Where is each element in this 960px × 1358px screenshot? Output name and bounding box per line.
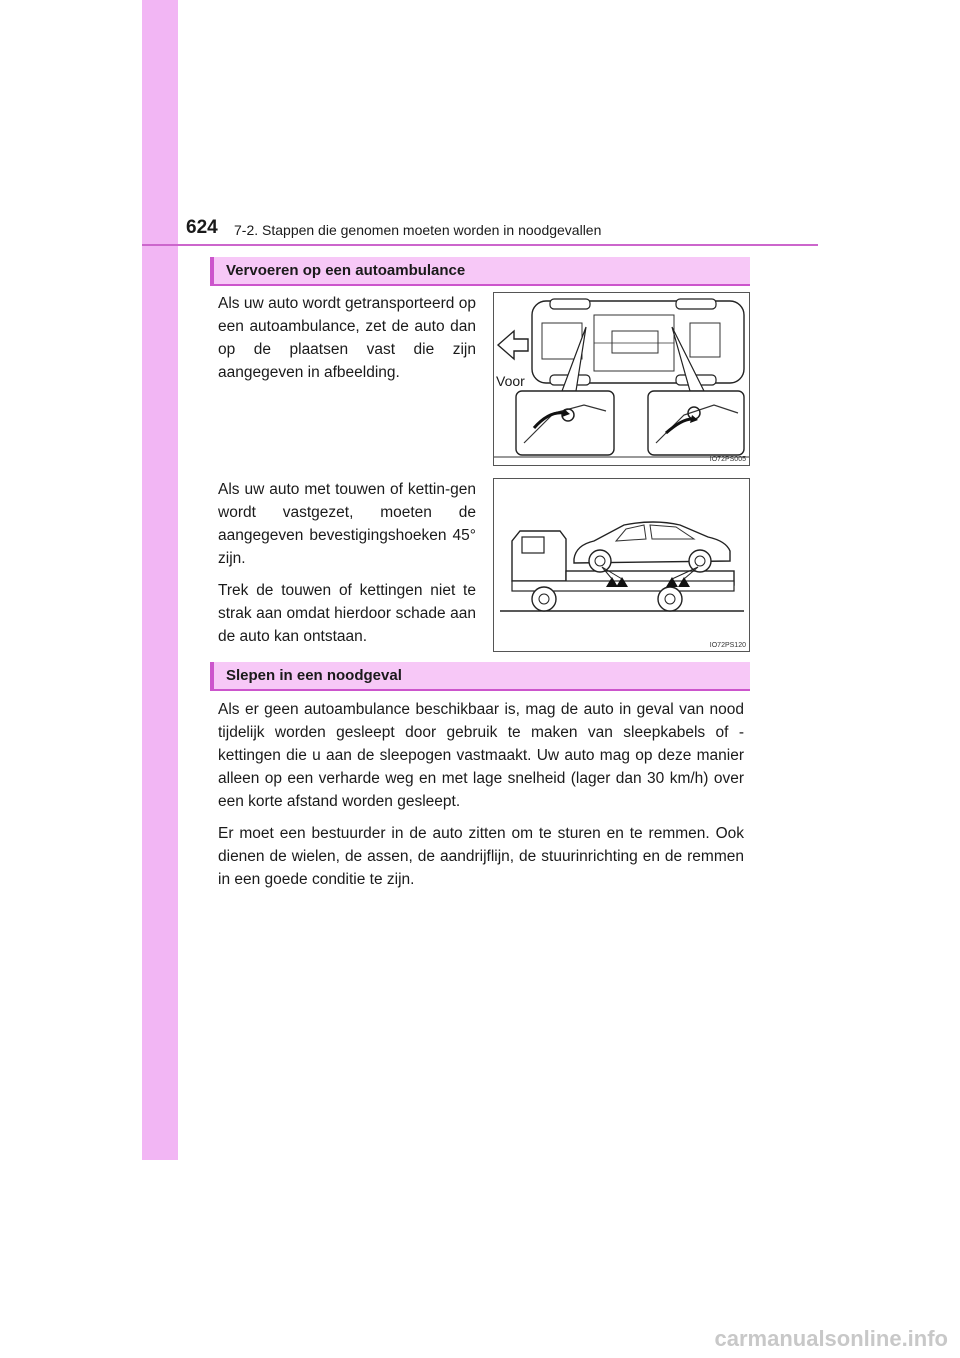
- section-heading-transport: [210, 257, 750, 286]
- figure-car-transport: [493, 478, 750, 652]
- header-rule: [142, 244, 818, 246]
- tiedown-illustration: [494, 293, 749, 465]
- running-head: 7-2. Stappen die genomen moeten worden in noodgevallen: [234, 222, 602, 238]
- paragraph: Trek de touwen of kettingen niet te strak aan omdat hierdoor schade aan de auto kan ontstaan.: [218, 582, 476, 645]
- section-heading-towing: [210, 662, 750, 691]
- truck-illustration: [494, 479, 749, 651]
- chapter-sidebar: [142, 0, 178, 1160]
- section-title: Slepen in een noodgeval: [226, 667, 402, 684]
- paragraph: Er moet een bestuurder in de auto zitten om te sturen en te remmen. Ook dienen de wielen, de assen, de aandrijflijn, de stuurinrichting en de remmen in een goede conditie te zijn.: [218, 825, 744, 888]
- header-tab: [142, 198, 178, 244]
- paragraph-angles: [218, 478, 476, 648]
- paragraph-towing: [218, 698, 744, 891]
- figure-code: IO72PS005: [709, 456, 746, 463]
- watermark: carmanualsonline.info: [714, 1326, 948, 1351]
- page-number: 624: [186, 217, 218, 238]
- paragraph: Als er geen autoambulance beschikbaar is, mag de auto in geval van nood tijdelijk worden gesleept door gebruik te maken van sleepkabels of -kettingen die u aan de sleepogen vastmaakt. Uw auto mag op deze manier alleen op een verharde weg en met lage snelheid (lager dan 30 km/h) over een korte afstand worden gesleept.: [218, 701, 744, 810]
- paragraph: Als uw auto wordt getransporteerd op een autoambulance, zet de auto dan op de plaatsen vast die zijn aangegeven in afbeelding.: [218, 295, 476, 381]
- front-label: Voor: [496, 373, 525, 389]
- figure-tiedown-points: [493, 292, 750, 466]
- figure-code: IO72PS120: [709, 642, 746, 649]
- paragraph-transport-intro: [218, 292, 476, 384]
- section-title: Vervoeren op een autoambulance: [226, 262, 466, 279]
- paragraph: Als uw auto met touwen of kettin-gen wordt vastgezet, moeten de aangegeven bevestigingshoeken 45° zijn.: [218, 481, 476, 567]
